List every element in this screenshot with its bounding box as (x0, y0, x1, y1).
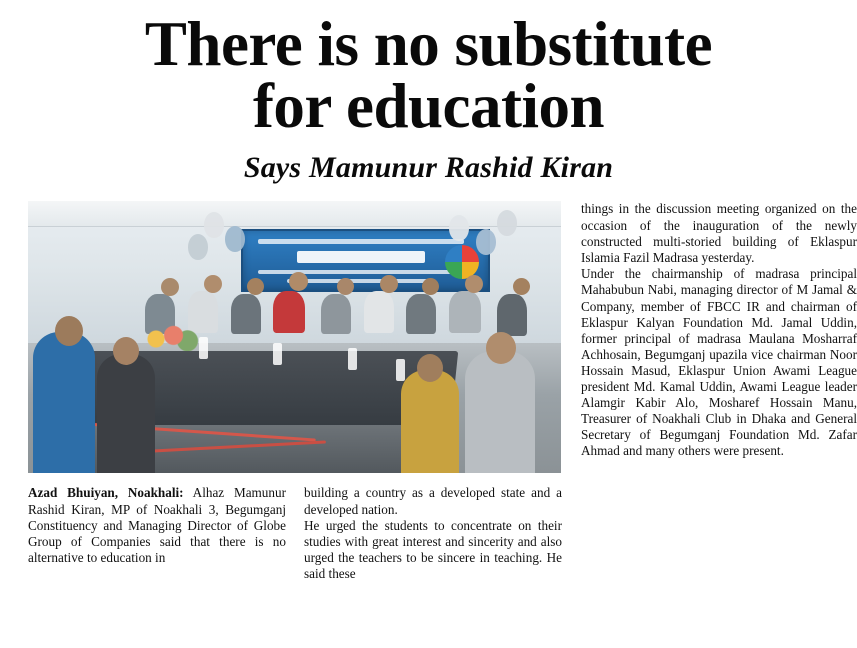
photo-person (449, 291, 481, 333)
photo-scene (28, 201, 561, 473)
photo-person-foreground (401, 370, 459, 473)
photo-person-head (247, 278, 264, 295)
photo-person (321, 294, 351, 334)
article-column-right (581, 201, 857, 459)
paragraph: things in the discussion meeting organized on the occasion of the inauguration of the newly constructed multi-storied building of Eklaspur Islamia Fazil Madrasa yesterday. (581, 201, 857, 265)
banner-text-line (297, 251, 424, 263)
photo-person-head (422, 278, 439, 295)
balloon-decoration (225, 226, 245, 252)
water-bottle (273, 343, 282, 365)
banner-text-line (258, 239, 464, 244)
article-column-left (28, 485, 286, 565)
photo-person-head (417, 354, 443, 382)
photo-person-foreground (33, 332, 95, 473)
balloon-decoration (449, 215, 469, 241)
article-photo (28, 201, 561, 473)
balloon-decoration (188, 234, 208, 260)
photo-person-head (513, 278, 530, 295)
article-column-middle (304, 485, 562, 582)
photo-person (273, 291, 305, 333)
banner-text-line (258, 270, 454, 274)
photo-person-head (337, 278, 354, 295)
photo-person (497, 294, 527, 336)
water-bottle (396, 359, 405, 381)
photo-person-foreground (465, 351, 535, 473)
photo-person-head (161, 278, 179, 296)
photo-person (364, 291, 394, 333)
byline: Azad Bhuiyan, Noakhali: (28, 485, 184, 501)
water-bottle (199, 337, 208, 359)
photo-person (406, 294, 436, 334)
banner-text-line (287, 279, 434, 283)
paragraph: Under the chairmanship of madrasa principal Mahabubun Nabi, managing director of M Jamal & Company, member of FBCC IR and chairman of Eklaspur Kalyan Foundation Md. Jamal Uddin, former principal of madrasa Maulana Mosharraf Achhosain, Begumganj upazila vice chairman Noor Hossain Masud, Eklaspur Union Awami League president Md. Kamal Uddin, Awami League leader Alamgir Kabir Alo, Mosharef Hossain Manu, Treasurer of Noakhali Club in Dhaka and General Secretary of Begumganj Foundation Md. Zafar Ahmad and many others were present. (581, 266, 857, 459)
page-title (30, 9, 827, 141)
photo-person-head (465, 275, 483, 293)
water-bottle (348, 348, 357, 370)
paragraph (28, 485, 286, 565)
photo-person-head (380, 275, 398, 293)
headline-line-2: for education (252, 70, 605, 141)
photo-person-head (204, 275, 222, 293)
banner-logo-icon (445, 245, 479, 279)
paragraph: He urged the students to concentrate on their studies with great interest and sincerity and also urged the teachers to be sincere in teaching. He said these (304, 518, 562, 582)
newspaper-page (0, 9, 857, 648)
paragraph: building a country as a developed state and a developed nation. (304, 485, 562, 517)
article-body (28, 201, 857, 601)
balloon-decoration (476, 229, 496, 255)
headline-line-1: There is no substitute (144, 9, 713, 79)
photo-person (231, 294, 261, 334)
photo-person-foreground (97, 354, 155, 474)
balloon-decoration (204, 212, 224, 238)
subheadline: Says Mamunur Rashid Kiran (243, 151, 614, 185)
photo-person-head (55, 316, 83, 346)
photo-ceiling (28, 201, 561, 226)
paragraph-text: Alhaz Mamunur Rashid Kiran, MP of Noakhali 3, Begumganj Constituency and Managing Director of Globe Group of Companies said that there is no alternative to education in (28, 485, 286, 565)
balloon-decoration (497, 210, 517, 236)
